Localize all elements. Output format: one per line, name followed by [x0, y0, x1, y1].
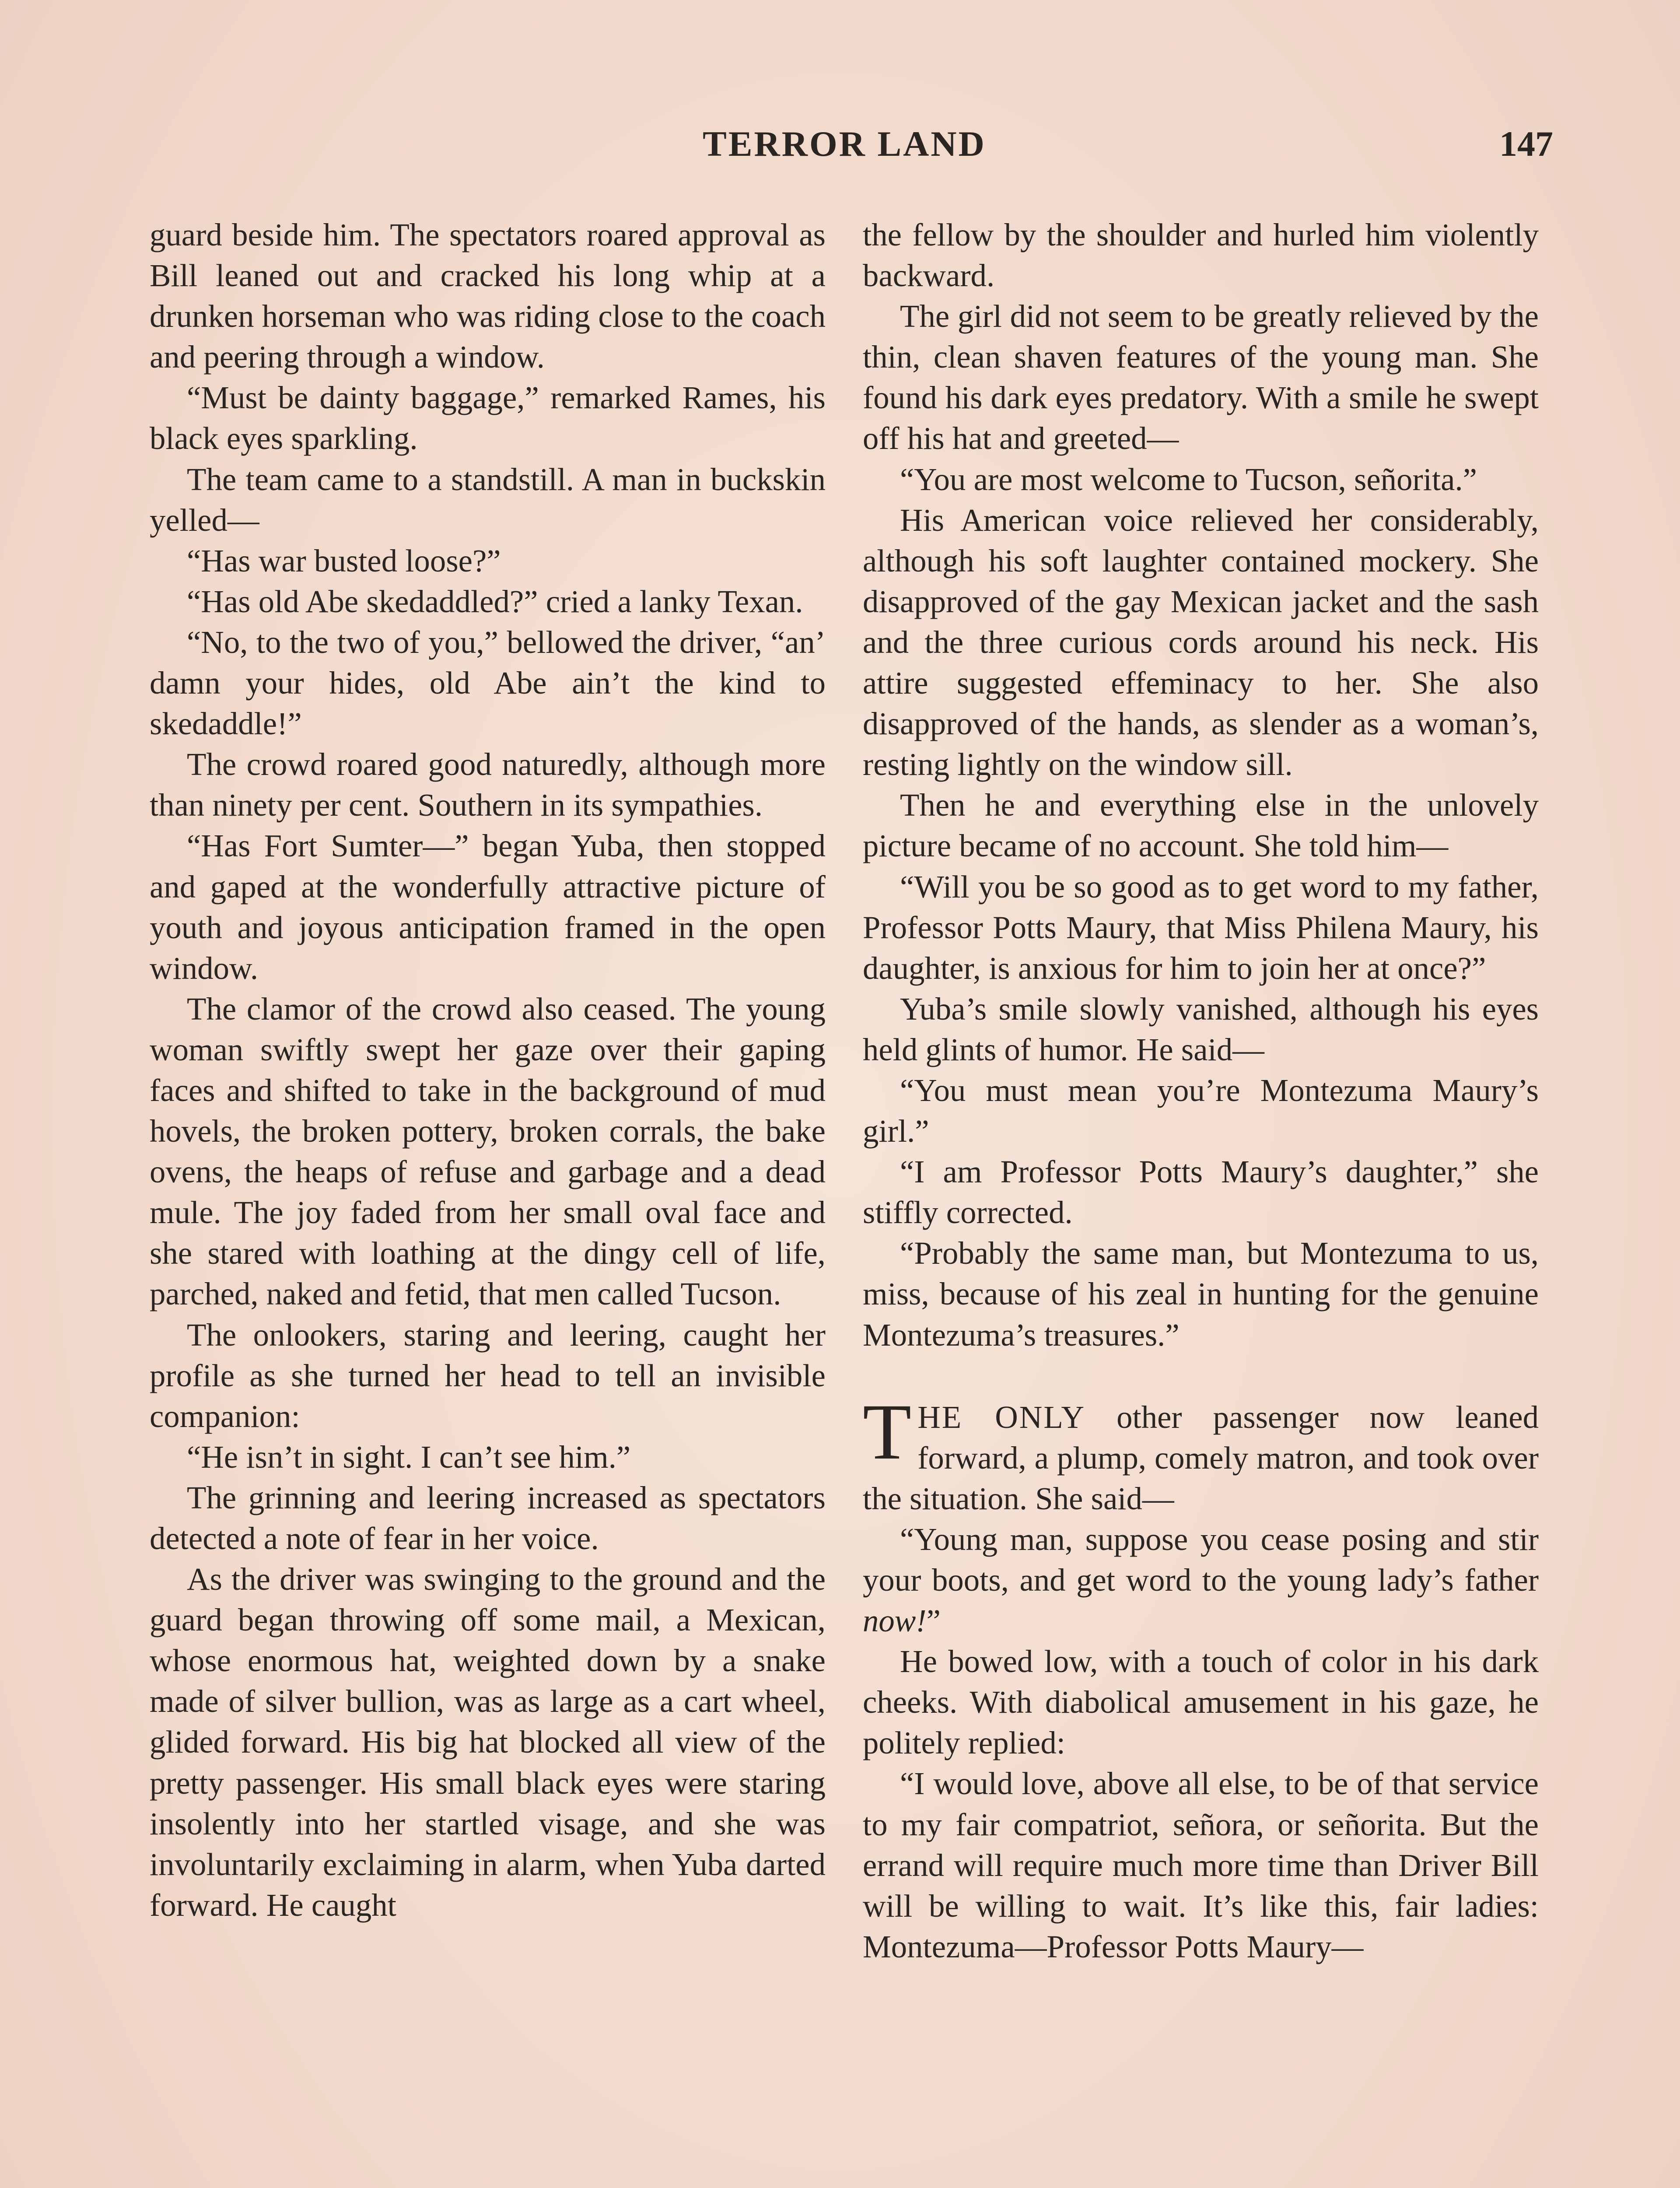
paragraph-text-end: ”: [926, 1603, 941, 1639]
paragraph: The onlookers, staring and leering, caught her profile as she turned her head to tell an invisible companion:: [150, 1317, 826, 1434]
paragraph: Then he and everything else in the unlovely picture became of no account. She told him—: [863, 787, 1539, 864]
paragraph: guard beside him. The spectators roared approval as Bill leaned out and cracked his long whip at a drunken horseman who was riding close to the coach and peering through a window.: [150, 217, 826, 375]
paragraph: “You must mean you’re Montezuma Maury’s girl.”: [863, 1072, 1539, 1149]
paragraph: “No, to the two of you,” bellowed the driver, “an’ damn your hides, old Abe ain’t the kind to skedaddle!”: [150, 624, 826, 742]
paragraph: “Will you be so good as to get word to my father, Professor Potts Maury, that Miss Philena Maury, his daughter, is anxious for him to join her at once?”: [863, 869, 1539, 986]
paragraph: [863, 1519, 1539, 1641]
paragraph: “Has old Abe skedaddled?” cried a lanky Texan.: [187, 583, 803, 619]
right-text-column: [863, 214, 1539, 1967]
paragraph: The crowd roared good naturedly, although more than ninety per cent. Southern in its sympathies.: [150, 747, 826, 823]
paragraph: “Must be dainty baggage,” remarked Rames, his black eyes sparkling.: [150, 380, 826, 456]
section-opening-text: other passenger now leaned forward, a plump, comely matron, and took over the situation. She said—: [863, 1399, 1539, 1516]
paragraph: The team came to a standstill. A man in buckskin yelled—: [150, 461, 826, 538]
paragraph: “Has war busted loose?”: [187, 543, 501, 579]
page-number: 147: [1499, 124, 1553, 164]
paragraph: Yuba’s smile slowly vanished, although his eyes held glints of humor. He said—: [863, 991, 1539, 1067]
paragraph: “Has Fort Sumter—” began Yuba, then stopped and gaped at the wonderfully attractive picture of youth and joyous anticipation framed in the open window.: [150, 828, 826, 986]
paragraph: The grinning and leering increased as spectators detected a note of fear in her voice.: [150, 1480, 826, 1556]
paragraph: “Probably the same man, but Montezuma to us, miss, because of his zeal in hunting for the genuine Montezuma’s treasures.”: [863, 1235, 1539, 1353]
running-title: TERROR LAND: [703, 124, 986, 164]
paragraph: The girl did not seem to be greatly relieved by the thin, clean shaven features of the young man. She found his dark eyes predatory. With a smile he swept off his hat and greeted—: [863, 298, 1539, 456]
paragraph: “You are most welcome to Tucson, señorita.”: [900, 461, 1477, 497]
drop-cap: T: [863, 1388, 912, 1476]
paragraph: The clamor of the crowd also ceased. The young woman swiftly swept her gaze over their gaping faces and shifted to take in the background of mud hovels, the broken pottery, broken corrals, the bake ovens, the heaps of refuse and garbage and a dead mule. The joy faded from her small oval face and she stared with loathing at the dingy cell of life, parched, naked and fetid, that men called Tucson.: [150, 991, 826, 1312]
section-opening-paragraph: [863, 1388, 1539, 1519]
paragraph-text: “Young man, suppose you cease posing and stir your boots, and get word to the young lady’s father: [863, 1521, 1539, 1598]
paragraph: His American voice relieved her considerably, although his soft laughter contained mockery. She disapproved of the gay Mexican jacket and the sash and the three curious cords around his neck. His attire suggested effeminacy to her. She also disapproved of the hands, as slender as a woman’s, resting lightly on the window sill.: [863, 502, 1539, 782]
paragraph: the fellow by the shoulder and hurled him violently backward.: [863, 217, 1539, 294]
paragraph: “I would love, above all else, to be of that service to my fair compatriot, señora, or señorita. But the errand will require much more time than Driver Bill will be willing to wait. It’s like this, fair ladies: Montezuma—Professor Potts Maury—: [863, 1766, 1539, 1964]
paragraph: As the driver was swinging to the ground and the guard began throwing off some mail, a Mexican, whose enormous hat, weighted down by a snake made of silver bullion, was as large as a cart wheel, glided forward. His big hat blocked all view of the pretty passenger. His small black eyes were staring insolently into her startled visage, and she was involuntarily exclaiming in alarm, when Yuba darted forward. He caught: [150, 1561, 826, 1923]
left-text-column: [150, 214, 826, 1925]
paragraph: He bowed low, with a touch of color in his dark cheeks. With diabolical amusement in his gaze, he politely replied:: [863, 1644, 1539, 1761]
paragraph: “He isn’t in sight. I can’t see him.”: [187, 1439, 631, 1475]
emphasized-word: now!: [863, 1603, 927, 1639]
running-header: [0, 123, 1680, 172]
lead-in-small-caps: HE ONLY: [917, 1399, 1086, 1435]
paragraph: “I am Professor Potts Maury’s daughter,” she stiffly corrected.: [863, 1154, 1539, 1231]
